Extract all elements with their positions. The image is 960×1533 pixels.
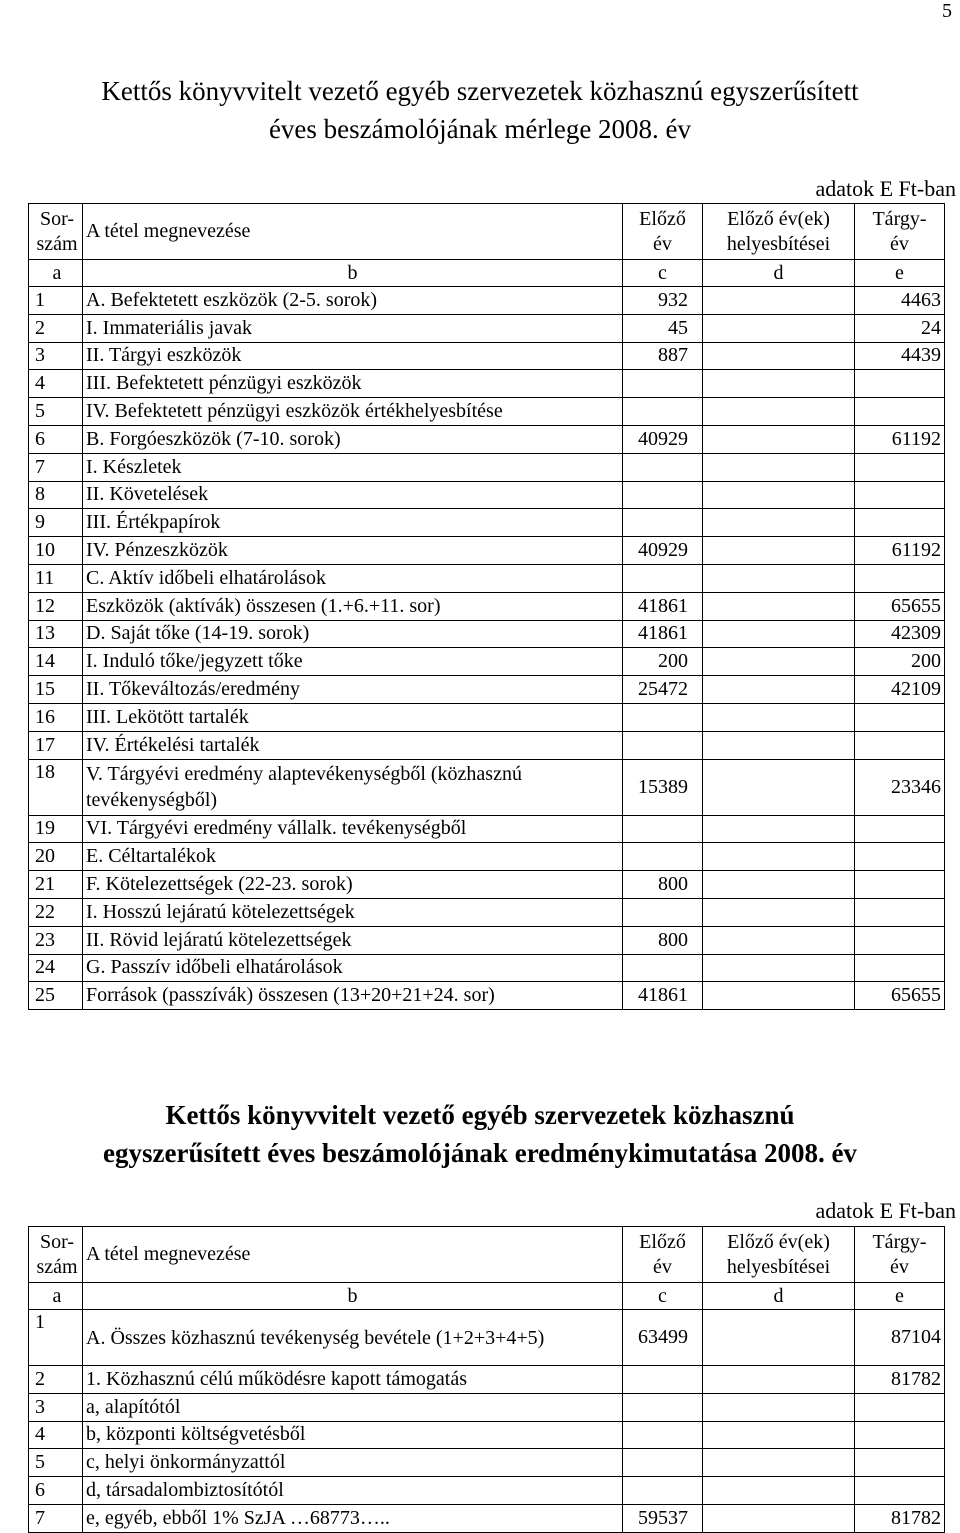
table-row <box>29 1449 945 1477</box>
item-name: I. Hosszú lejáratú kötelezettségek <box>83 898 623 926</box>
item-name: Eszközök (aktívák) összesen (1.+6.+11. sor) <box>83 592 623 620</box>
table-row <box>29 1310 945 1366</box>
current-year-value <box>855 453 945 481</box>
column-letter-b: b <box>83 1283 623 1310</box>
previous-year-value <box>623 481 703 509</box>
column-letter-e: e <box>855 1283 945 1310</box>
header-adjustments: Előző év(ek) helyesbítései <box>703 1227 855 1283</box>
adjustment-value <box>703 1393 855 1421</box>
previous-year-value <box>623 509 703 537</box>
balance-title-line2: éves beszámolójának mérlege 2008. év <box>268 114 692 144</box>
row-number: 24 <box>29 954 83 982</box>
item-name: III. Befektetett pénzügyi eszközök <box>83 370 623 398</box>
income-title <box>0 1096 960 1172</box>
column-letter-c: c <box>623 1283 703 1310</box>
current-year-value: 65655 <box>855 592 945 620</box>
previous-year-value <box>623 898 703 926</box>
previous-year-value <box>623 1477 703 1505</box>
item-name: E. Céltartalékok <box>83 843 623 871</box>
current-year-value <box>855 1449 945 1477</box>
adjustment-value <box>703 954 855 982</box>
item-name: B. Forgóeszközök (7-10. sorok) <box>83 425 623 453</box>
table-row <box>29 592 945 620</box>
item-name: I. Induló tőke/jegyzett tőke <box>83 648 623 676</box>
previous-year-value: 887 <box>623 342 703 370</box>
income-rows <box>29 1310 945 1533</box>
table-row <box>29 1504 945 1532</box>
adjustment-value <box>703 843 855 871</box>
item-name: D. Saját tőke (14-19. sorok) <box>83 620 623 648</box>
item-name: IV. Befektetett pénzügyi eszközök értékhelyesbítése <box>83 398 623 426</box>
row-number: 23 <box>29 926 83 954</box>
header-item-name: A tétel megnevezése <box>83 1227 623 1283</box>
current-year-value <box>855 815 945 843</box>
current-year-value <box>855 703 945 731</box>
row-number: 9 <box>29 509 83 537</box>
table-row <box>29 1393 945 1421</box>
table-row <box>29 759 945 815</box>
adjustment-value <box>703 926 855 954</box>
item-name: III. Értékpapírok <box>83 509 623 537</box>
row-number: 7 <box>29 453 83 481</box>
previous-year-value <box>623 1449 703 1477</box>
current-year-value: 42309 <box>855 620 945 648</box>
adjustment-value <box>703 425 855 453</box>
table-row <box>29 731 945 759</box>
adjustment-value <box>703 1449 855 1477</box>
current-year-value <box>855 481 945 509</box>
current-year-value: 200 <box>855 648 945 676</box>
previous-year-value: 63499 <box>623 1310 703 1366</box>
current-year-value <box>855 509 945 537</box>
balance-title <box>0 72 960 148</box>
row-number: 3 <box>29 342 83 370</box>
previous-year-value: 25472 <box>623 676 703 704</box>
table-row <box>29 954 945 982</box>
item-name: V. Tárgyévi eredmény alaptevékenységből (közhasznú tevékenységből) <box>83 759 623 815</box>
adjustment-value <box>703 1310 855 1366</box>
row-number: 15 <box>29 676 83 704</box>
adjustment-value <box>703 537 855 565</box>
current-year-value <box>855 398 945 426</box>
item-name: IV. Értékelési tartalék <box>83 731 623 759</box>
header-current-year: Tárgy- év <box>855 1227 945 1283</box>
header-sorszam: Sor- szám <box>29 1227 83 1283</box>
item-name: Források (passzívák) összesen (13+20+21+24. sor) <box>83 982 623 1010</box>
adjustment-value <box>703 287 855 315</box>
column-letter-e: e <box>855 260 945 287</box>
item-name: IV. Pénzeszközök <box>83 537 623 565</box>
column-letter-b: b <box>83 260 623 287</box>
table-row <box>29 1477 945 1505</box>
adjustment-value <box>703 815 855 843</box>
header-previous-year: Előző év <box>623 204 703 260</box>
row-number: 14 <box>29 648 83 676</box>
current-year-value: 42109 <box>855 676 945 704</box>
row-number: 5 <box>29 1449 83 1477</box>
column-letter-a: a <box>29 1283 83 1310</box>
current-year-value: 87104 <box>855 1310 945 1366</box>
previous-year-value <box>623 703 703 731</box>
item-name: I. Immateriális javak <box>83 314 623 342</box>
table-row <box>29 1421 945 1449</box>
adjustment-value <box>703 759 855 815</box>
table-row <box>29 425 945 453</box>
current-year-value <box>855 1421 945 1449</box>
column-letter-d: d <box>703 1283 855 1310</box>
item-name: A. Összes közhasznú tevékenység bevétele (1+2+3+4+5) <box>83 1310 623 1366</box>
current-year-value <box>855 843 945 871</box>
row-number: 13 <box>29 620 83 648</box>
previous-year-value <box>623 731 703 759</box>
item-name: II. Követelések <box>83 481 623 509</box>
header-sorszam: Sor- szám <box>29 204 83 260</box>
previous-year-value <box>623 954 703 982</box>
table-row <box>29 898 945 926</box>
current-year-value <box>855 1477 945 1505</box>
adjustment-value <box>703 564 855 592</box>
current-year-value: 81782 <box>855 1366 945 1394</box>
adjustment-value <box>703 592 855 620</box>
row-number: 1 <box>29 287 83 315</box>
current-year-value: 4439 <box>855 342 945 370</box>
row-number: 22 <box>29 898 83 926</box>
adjustment-value <box>703 703 855 731</box>
current-year-value: 81782 <box>855 1504 945 1532</box>
column-letter-row <box>29 260 945 287</box>
current-year-value <box>855 926 945 954</box>
income-title-line2: egyszerűsített éves beszámolójának eredménykimutatása 2008. év <box>103 1138 857 1168</box>
page-number: 5 <box>942 0 952 22</box>
table-row <box>29 843 945 871</box>
column-letter-d: d <box>703 260 855 287</box>
item-name: a, alapítótól <box>83 1393 623 1421</box>
table-row <box>29 871 945 899</box>
table-row <box>29 287 945 315</box>
table-row <box>29 453 945 481</box>
row-number: 7 <box>29 1504 83 1532</box>
item-name: b, központi költségvetésből <box>83 1421 623 1449</box>
table-row <box>29 620 945 648</box>
adjustment-value <box>703 982 855 1010</box>
previous-year-value: 932 <box>623 287 703 315</box>
item-name: II. Tőkeváltozás/eredmény <box>83 676 623 704</box>
row-number: 4 <box>29 1421 83 1449</box>
previous-year-value: 800 <box>623 871 703 899</box>
current-year-value: 61192 <box>855 537 945 565</box>
previous-year-value: 40929 <box>623 425 703 453</box>
previous-year-value <box>623 398 703 426</box>
previous-year-value <box>623 1421 703 1449</box>
item-name: A. Befektetett eszközök (2-5. sorok) <box>83 287 623 315</box>
row-number: 4 <box>29 370 83 398</box>
item-name: C. Aktív időbeli elhatárolások <box>83 564 623 592</box>
table-row <box>29 370 945 398</box>
table-row <box>29 509 945 537</box>
current-year-value <box>855 564 945 592</box>
adjustment-value <box>703 481 855 509</box>
row-number: 21 <box>29 871 83 899</box>
item-name: d, társadalombiztosítótól <box>83 1477 623 1505</box>
table-row <box>29 314 945 342</box>
table-row <box>29 564 945 592</box>
header-current-year: Tárgy- év <box>855 204 945 260</box>
row-number: 8 <box>29 481 83 509</box>
item-name: II. Tárgyi eszközök <box>83 342 623 370</box>
table-row <box>29 648 945 676</box>
row-number: 20 <box>29 843 83 871</box>
item-name: VI. Tárgyévi eredmény vállalk. tevékenységből <box>83 815 623 843</box>
current-year-value <box>855 871 945 899</box>
adjustment-value <box>703 314 855 342</box>
table-row <box>29 481 945 509</box>
current-year-value <box>855 370 945 398</box>
row-number: 2 <box>29 1366 83 1394</box>
previous-year-value: 800 <box>623 926 703 954</box>
row-number: 11 <box>29 564 83 592</box>
column-letter-a: a <box>29 260 83 287</box>
row-number: 3 <box>29 1393 83 1421</box>
current-year-value: 4463 <box>855 287 945 315</box>
item-name: G. Passzív időbeli elhatárolások <box>83 954 623 982</box>
row-number: 12 <box>29 592 83 620</box>
item-name: c, helyi önkormányzattól <box>83 1449 623 1477</box>
row-number: 6 <box>29 1477 83 1505</box>
current-year-value <box>855 898 945 926</box>
table-row <box>29 982 945 1010</box>
item-name: e, egyéb, ebből 1% SzJA …68773….. <box>83 1504 623 1532</box>
table-row <box>29 1366 945 1394</box>
current-year-value: 65655 <box>855 982 945 1010</box>
adjustment-value <box>703 398 855 426</box>
current-year-value <box>855 731 945 759</box>
adjustment-value <box>703 370 855 398</box>
row-number: 17 <box>29 731 83 759</box>
adjustment-value <box>703 620 855 648</box>
current-year-value <box>855 954 945 982</box>
income-title-line1: Kettős könyvvitelt vezető egyéb szervezetek közhasznú <box>165 1100 795 1130</box>
item-name: F. Kötelezettségek (22-23. sorok) <box>83 871 623 899</box>
current-year-value: 23346 <box>855 759 945 815</box>
header-item-name: A tétel megnevezése <box>83 204 623 260</box>
row-number: 16 <box>29 703 83 731</box>
adjustment-value <box>703 1477 855 1505</box>
table-row <box>29 926 945 954</box>
adjustment-value <box>703 676 855 704</box>
row-number: 1 <box>29 1310 83 1366</box>
adjustment-value <box>703 871 855 899</box>
previous-year-value <box>623 843 703 871</box>
row-number: 5 <box>29 398 83 426</box>
current-year-value: 24 <box>855 314 945 342</box>
income-unit-label: adatok E Ft-ban <box>815 1198 956 1223</box>
previous-year-value: 40929 <box>623 537 703 565</box>
previous-year-value <box>623 1393 703 1421</box>
previous-year-value: 41861 <box>623 620 703 648</box>
adjustment-value <box>703 1504 855 1532</box>
current-year-value: 61192 <box>855 425 945 453</box>
balance-unit-label: adatok E Ft-ban <box>815 176 956 201</box>
column-letter-row <box>29 1283 945 1310</box>
previous-year-value <box>623 815 703 843</box>
income-statement-table <box>28 1226 945 1533</box>
table-row <box>29 398 945 426</box>
adjustment-value <box>703 509 855 537</box>
row-number: 19 <box>29 815 83 843</box>
balance-rows <box>29 287 945 1010</box>
balance-sheet-table <box>28 203 945 1010</box>
previous-year-value <box>623 564 703 592</box>
adjustment-value <box>703 731 855 759</box>
row-number: 10 <box>29 537 83 565</box>
previous-year-value: 41861 <box>623 592 703 620</box>
row-number: 6 <box>29 425 83 453</box>
previous-year-value: 59537 <box>623 1504 703 1532</box>
table-row <box>29 537 945 565</box>
header-adjustments: Előző év(ek) helyesbítései <box>703 204 855 260</box>
adjustment-value <box>703 342 855 370</box>
table-row <box>29 342 945 370</box>
adjustment-value <box>703 453 855 481</box>
adjustment-value <box>703 1366 855 1394</box>
row-number: 18 <box>29 759 83 815</box>
item-name: III. Lekötött tartalék <box>83 703 623 731</box>
previous-year-value <box>623 1366 703 1394</box>
previous-year-value <box>623 453 703 481</box>
header-previous-year: Előző év <box>623 1227 703 1283</box>
previous-year-value: 15389 <box>623 759 703 815</box>
current-year-value <box>855 1393 945 1421</box>
column-letter-c: c <box>623 260 703 287</box>
adjustment-value <box>703 648 855 676</box>
item-name: 1. Közhasznú célú működésre kapott támogatás <box>83 1366 623 1394</box>
table-row <box>29 703 945 731</box>
balance-title-line1: Kettős könyvvitelt vezető egyéb szervezetek közhasznú egyszerűsített <box>101 76 859 106</box>
table-row <box>29 676 945 704</box>
previous-year-value <box>623 370 703 398</box>
table-row <box>29 815 945 843</box>
row-number: 2 <box>29 314 83 342</box>
previous-year-value: 41861 <box>623 982 703 1010</box>
previous-year-value: 200 <box>623 648 703 676</box>
item-name: I. Készletek <box>83 453 623 481</box>
row-number: 25 <box>29 982 83 1010</box>
item-name: II. Rövid lejáratú kötelezettségek <box>83 926 623 954</box>
adjustment-value <box>703 898 855 926</box>
previous-year-value: 45 <box>623 314 703 342</box>
adjustment-value <box>703 1421 855 1449</box>
